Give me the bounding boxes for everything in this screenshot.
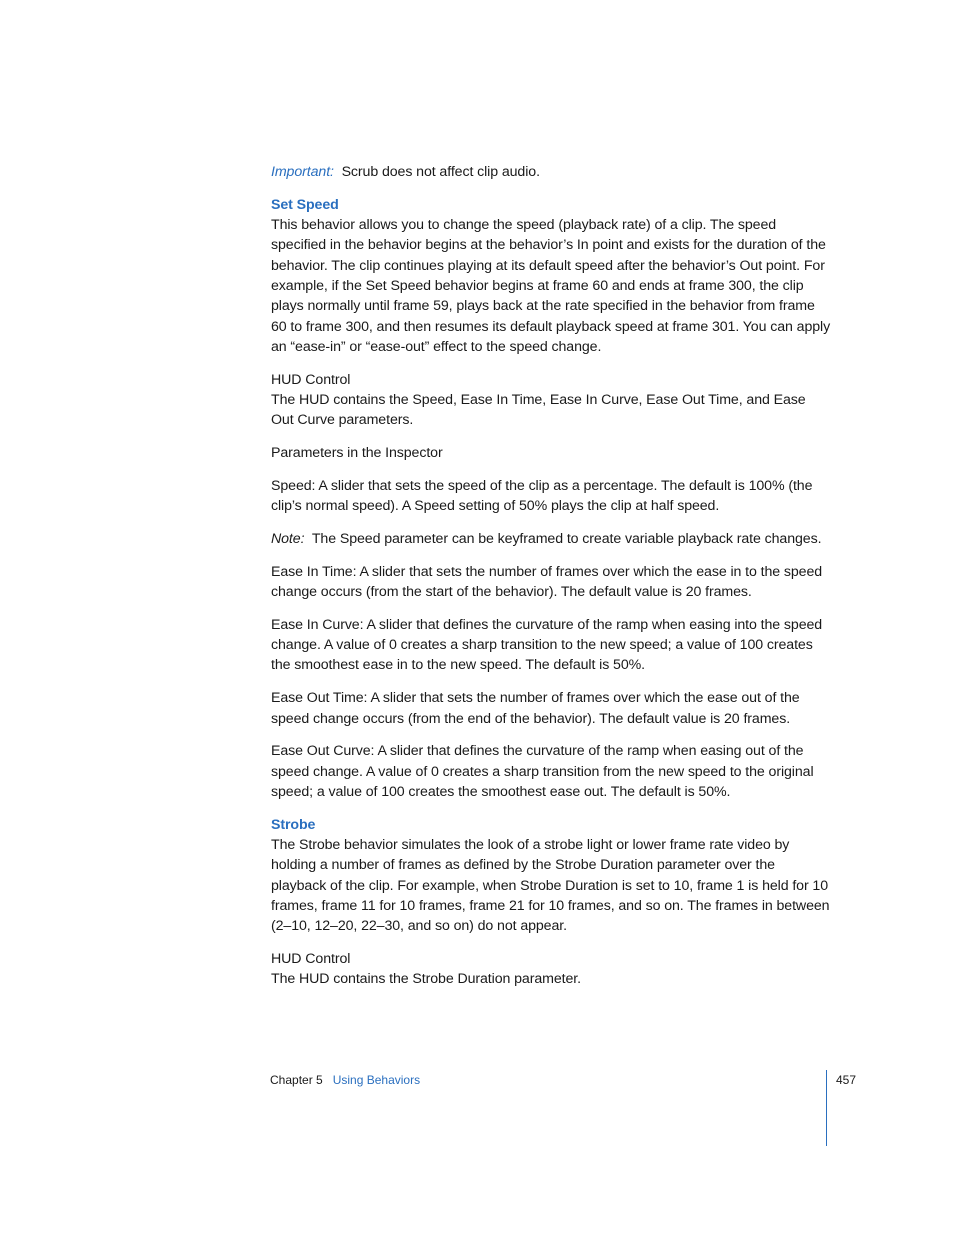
important-note	[271, 162, 831, 182]
set-speed-hud-body: The HUD contains the Speed, Ease In Time, Ease In Curve, Ease Out Time, and Ease Out Curve parameters.	[271, 391, 806, 429]
inspector-heading: Parameters in the Inspector	[271, 445, 443, 462]
strobe-hud-heading: HUD Control	[271, 951, 351, 967]
chapter-title-link[interactable]: Using Behaviors	[332, 1073, 421, 1087]
chapter-number: Chapter 5	[270, 1073, 323, 1087]
chapter-label	[270, 1072, 420, 1088]
param-term: Ease In Curve	[271, 616, 360, 633]
param-term: Ease In Time	[271, 563, 353, 580]
param-speed	[271, 476, 831, 517]
param-text: : A slider that defines the curvature of the ramp when easing into the speed change. A value of 0 creates a sharp transition to the new speed; a value of 100 creates the smoothest ease in to the new speed. The default is 50%.	[271, 616, 823, 674]
param-ease-out-curve	[271, 741, 831, 802]
set-speed-hud-heading: HUD Control	[271, 371, 351, 388]
param-text: : A slider that sets the number of frames over which the ease out of the speed change occurs (from the end of the behavior). The default value is 20 frames.	[271, 690, 800, 727]
important-text: Scrub does not affect clip audio.	[341, 164, 540, 180]
speed-note	[271, 529, 831, 549]
param-term: Ease Out Time	[271, 690, 364, 707]
footer-divider	[826, 1070, 827, 1146]
set-speed-body: This behavior allows you to change the speed (playback rate) of a clip. The speed specified in the behavior begins at the behavior’s In point and exists for the duration of the behavior. The clip continues playing at its default speed after the behavior’s Out point. For example, if the Set Speed behavior begins at frame 60 and ends at frame 300, the clip plays normally until frame 59, plays back at the rate specified in the behavior from frame 60 to frame 300, and then resumes its default playback speed at frame 301. You can apply an “ease-in” or “ease-out” effect to the speed change.	[271, 217, 831, 355]
set-speed-heading: Set Speed	[271, 196, 339, 213]
strobe-body: The Strobe behavior simulates the look of a strobe light or lower frame rate video by holding a number of frames as defined by the Strobe Duration parameter over the playback of the clip. For example, when Strobe Duration is set to 10, frame 1 is held for 10 frames, frame 11 for 10 frames, frame 21 for 10 frames, and so on. The frames in between (2–10, 12–20, 22–30, and so on) do not appear.	[271, 837, 830, 935]
page-body	[271, 162, 831, 990]
param-term: Speed	[271, 477, 312, 494]
param-term: Ease Out Curve	[271, 743, 371, 760]
strobe-heading: Strobe	[271, 816, 316, 833]
param-text: : A slider that defines the curvature of the ramp when easing out of the speed change. A value of 0 creates a sharp transition from the new speed to the original speed; a value of 100 creates the smoothest ease out. The default is 50%.	[271, 743, 814, 800]
param-ease-out-time	[271, 688, 831, 729]
param-ease-in-time	[271, 562, 831, 603]
param-text: : A slider that sets the speed of the clip as a percentage. The default is 100% (the clip’s normal speed). A Speed setting of 50% plays the clip at half speed.	[271, 477, 813, 515]
note-label: Note:	[271, 530, 305, 547]
note-text: The Speed parameter can be keyframed to create variable playback rate changes.	[311, 530, 822, 547]
page-number: 457	[836, 1073, 857, 1087]
important-label: Important:	[271, 164, 334, 180]
param-ease-in-curve	[271, 615, 831, 676]
strobe-hud-body: The HUD contains the Strobe Duration parameter.	[271, 971, 581, 988]
param-text: : A slider that sets the number of frames over which the ease in to the speed change occurs (from the start of the behavior). The default value is 20 frames.	[271, 563, 823, 601]
